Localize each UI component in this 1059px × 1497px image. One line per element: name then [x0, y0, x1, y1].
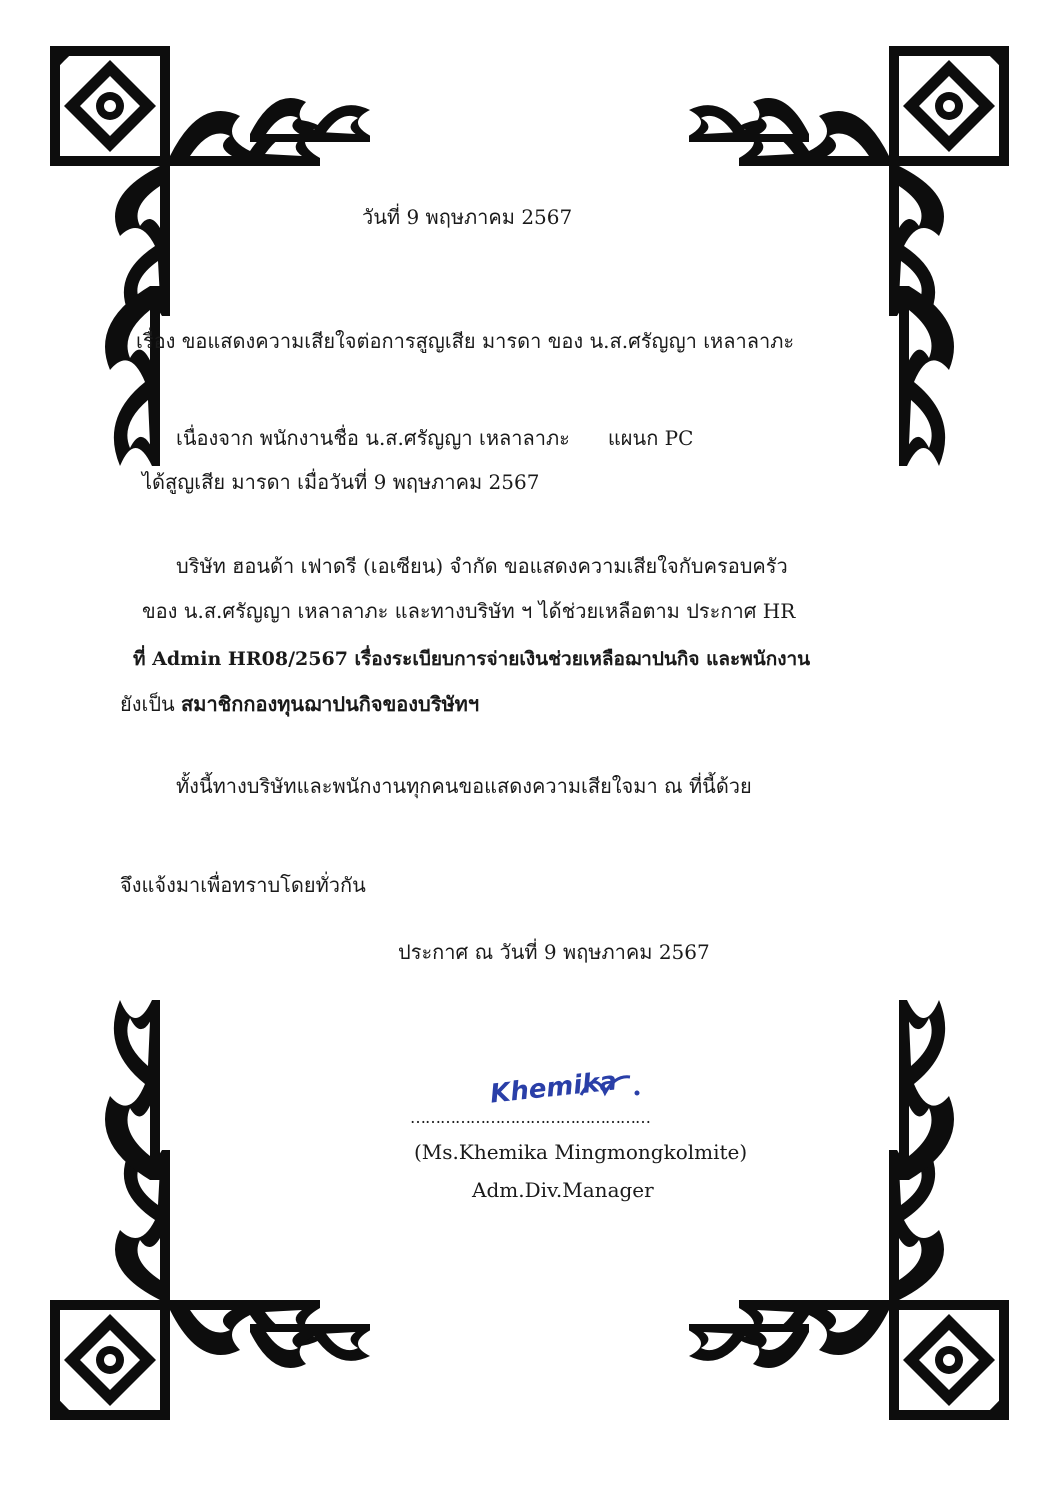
thai-corner-ornament-top-left	[50, 46, 370, 466]
para2-line4-fund: สมาชิกกองทุนฌาปนกิจของบริษัทฯ	[181, 692, 480, 716]
para2-line2: ของ น.ส.ศรัญญา เหลาลาภะ และทางบริษัท ฯ ได้ช่วยเหลือตาม ประกาศ HR	[142, 599, 796, 623]
para3-line: ทั้งนี้ทางบริษัทและพนักงานทุกคนขอแสดงความเสียใจมา ณ ที่นี้ด้วย	[176, 774, 752, 798]
date-line: วันที่ 9 พฤษภาคม 2567	[362, 205, 573, 229]
para1-line1-department: แผนก PC	[607, 426, 694, 450]
para2-line4-prefix: ยังเป็น	[120, 692, 175, 716]
closing-line: จึงแจ้งมาเพื่อทราบโดยทั่วกัน	[120, 873, 366, 897]
signatory-name: (Ms.Khemika Mingmongkolmite)	[414, 1140, 748, 1164]
thai-corner-ornament-bottom-right	[689, 1000, 1009, 1420]
signatory-title: Adm.Div.Manager	[472, 1178, 654, 1202]
subject-line: เรื่อง ขอแสดงความเสียใจต่อการสูญเสีย มารดา ของ น.ส.ศรัญญา เหลาลาภะ	[136, 329, 795, 353]
thai-corner-ornament-top-right	[689, 46, 1009, 466]
signature-flourish-icon	[575, 1065, 645, 1105]
announce-date-line: ประกาศ ณ วันที่ 9 พฤษภาคม 2567	[398, 940, 710, 964]
para1-line2: ได้สูญเสีย มารดา เมื่อวันที่ 9 พฤษภาคม 2567	[142, 470, 540, 494]
para2-line3: ที่ Admin HR08/2567 เรื่องระเบียบการจ่ายเงินช่วยเหลือฌาปนกิจ และพนักงาน	[133, 648, 811, 670]
thai-corner-ornament-bottom-left	[50, 1000, 370, 1420]
para2-line4	[120, 690, 479, 718]
para1-line1	[176, 424, 693, 452]
signature-handwriting: Khemika	[488, 1066, 619, 1110]
para2-line1: บริษัท ฮอนด้า เฟาดรี (เอเซียน) จำกัด ขอแสดงความเสียใจกับครอบครัว	[176, 554, 788, 578]
para1-line1-employee: เนื่องจาก พนักงานชื่อ น.ส.ศรัญญา เหลาลาภะ	[176, 426, 570, 450]
signature-dotted-line: …………………………………………	[410, 1108, 650, 1127]
